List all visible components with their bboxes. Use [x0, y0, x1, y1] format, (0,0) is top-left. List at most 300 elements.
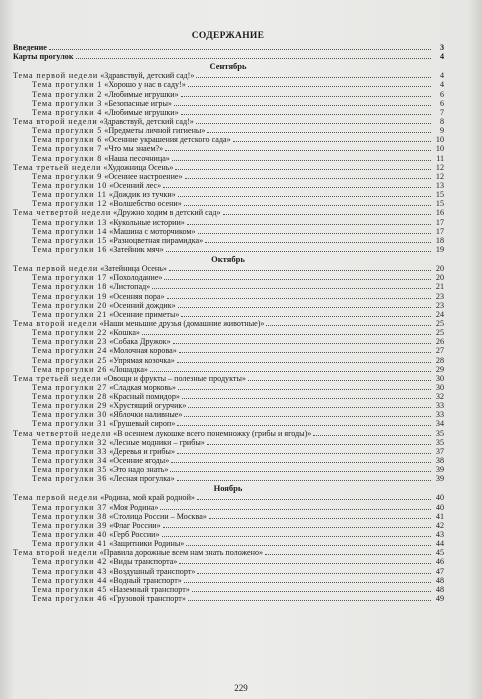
dot-leader: [205, 242, 431, 243]
walk-label: Тема прогулки 14: [32, 226, 108, 236]
dot-leader: [185, 178, 431, 179]
dot-leader: [152, 288, 431, 289]
page-ref: 35: [435, 428, 444, 438]
walk-title: «Разноцветная пирамидка»: [109, 235, 204, 245]
walk-label: Тема прогулки 45: [32, 584, 108, 594]
week-label: Тема третьей недели: [13, 373, 102, 383]
page-ref: 4: [439, 52, 444, 62]
page-ref: 30: [435, 382, 444, 392]
dot-leader: [177, 362, 431, 363]
week-entry-text: [13, 319, 264, 328]
walk-entry-text: [32, 292, 165, 301]
walk-entry-text: [32, 90, 179, 99]
week-entry: [12, 264, 444, 273]
walk-title: «Лесные модники – грибы»: [109, 437, 205, 447]
page-ref: 35: [435, 437, 444, 447]
walk-entry-text: [32, 474, 175, 483]
walk-entry-text: [32, 154, 170, 163]
walk-label: Тема прогулки 12: [32, 199, 108, 209]
week-label: Тема третьей недели: [13, 162, 102, 172]
walk-entry-text: [32, 172, 183, 181]
walk-title: «Осенние ягоды»: [109, 456, 170, 466]
week-entry: [12, 493, 444, 502]
walk-label: Тема прогулки 39: [32, 520, 108, 530]
page-ref: 21: [435, 282, 444, 292]
week-label: Тема четвертой недели: [13, 208, 112, 218]
walk-entry-text: [32, 447, 175, 456]
week-entry: [12, 71, 444, 80]
week-title: «В осеннем лукошке всего понемножку (грибы и ягоды)»: [113, 428, 312, 438]
walk-title: «Осенние приметы»: [109, 309, 180, 319]
walk-label: Тема прогулки 41: [32, 539, 108, 549]
dot-leader: [178, 196, 431, 197]
dot-leader: [165, 150, 431, 151]
walk-entry-text: [32, 245, 164, 254]
page-ref: 39: [435, 465, 444, 475]
week-entry-text: [13, 117, 194, 126]
walk-label: Тема прогулки 31: [32, 419, 108, 429]
walk-entry-text: [32, 181, 161, 190]
walk-entry: [12, 539, 444, 548]
walk-entry: [12, 135, 444, 144]
walk-entry: [12, 567, 444, 576]
walk-label: Тема прогулки 25: [32, 355, 108, 365]
walk-entry: [12, 465, 444, 474]
page-ref: 37: [435, 446, 444, 456]
dot-leader: [188, 600, 431, 601]
dot-leader: [177, 480, 431, 481]
walk-label: Тема прогулки 32: [32, 437, 108, 447]
page-ref: 39: [435, 474, 444, 484]
walk-label: Тема прогулки 18: [32, 282, 108, 292]
walk-label: Тема прогулки 27: [32, 382, 108, 392]
page-ref: 41: [435, 511, 444, 521]
page-ref: 6: [439, 89, 444, 99]
dot-leader: [174, 105, 431, 106]
dot-leader: [207, 444, 431, 445]
week-label: Тема четвертой недели: [13, 428, 112, 438]
week-entry-text: [13, 264, 167, 273]
entry-title: Карты прогулок: [13, 52, 74, 62]
walk-title: «Яблочки наливные»: [109, 410, 183, 420]
walk-entry: [12, 410, 444, 419]
walk-entry: [12, 356, 444, 365]
walk-title: «Деревья и грибы»: [109, 446, 176, 456]
walk-entry: [12, 273, 444, 282]
walk-entry: [12, 154, 444, 163]
dot-leader: [265, 554, 431, 555]
walk-entry: [12, 585, 444, 594]
walk-entry-text: [32, 512, 207, 521]
page-ref: 46: [435, 557, 444, 567]
dot-leader: [178, 307, 431, 308]
dot-leader: [196, 123, 431, 124]
walk-entry-text: [32, 401, 186, 410]
dot-leader: [166, 251, 431, 252]
walk-title: «Любимые игрушки»: [104, 107, 179, 117]
dot-leader: [186, 545, 431, 546]
dot-leader: [163, 187, 431, 188]
walk-title: «Безопасные игры»: [104, 98, 172, 108]
walk-entry-text: [32, 80, 186, 89]
walk-title: «Кукольные истории»: [109, 217, 185, 227]
dot-leader: [248, 380, 431, 381]
walk-entry: [12, 512, 444, 521]
page-ref: 12: [435, 171, 444, 181]
entry-title: Введение: [13, 43, 47, 52]
page-ref: 15: [435, 199, 444, 209]
walk-label: Тема прогулки 34: [32, 456, 108, 466]
walk-label: Тема прогулки 11: [32, 190, 107, 200]
walk-entry-text: [32, 456, 169, 465]
week-label: Тема первой недели: [13, 493, 99, 503]
week-entry: [12, 117, 444, 126]
walk-title: «Хрустящий огурчик»: [109, 401, 187, 411]
week-title: «Родина, мой край родной»: [100, 493, 195, 503]
month-heading: Сентябрь: [209, 61, 247, 72]
page-ref: 10: [435, 144, 444, 154]
walk-entry: [12, 292, 444, 301]
walk-entry: [12, 383, 444, 392]
walk-title: «Листопад»: [109, 282, 151, 292]
dot-leader: [196, 77, 431, 78]
walk-title: «Дождик из тучки»: [108, 190, 176, 200]
walk-label: Тема прогулки 44: [32, 575, 108, 585]
dot-leader: [184, 205, 431, 206]
page-ref: 4: [439, 80, 444, 90]
dot-leader: [169, 270, 431, 271]
walk-entry: [12, 126, 444, 135]
page-ref: 23: [435, 291, 444, 301]
walk-title: «Молочная корова»: [109, 346, 177, 356]
walk-entry-text: [32, 227, 196, 236]
dot-leader: [172, 160, 431, 161]
walk-entry-text: [32, 365, 148, 374]
walk-title: «Что мы знаем?»: [104, 144, 164, 154]
page-ref: 27: [435, 346, 444, 356]
walk-entry-text: [32, 199, 182, 208]
walk-title: «Предметы личной гигиены»: [104, 126, 206, 136]
page-ref: 47: [435, 566, 444, 576]
week-entry-text: [13, 71, 194, 80]
intro-entry-text: [13, 52, 74, 61]
walk-label: Тема прогулки 42: [32, 557, 108, 567]
walk-entry-text: [32, 126, 205, 135]
page-ref: 33: [435, 410, 444, 420]
walk-entry-text: [32, 190, 176, 199]
page-ref: 43: [435, 530, 444, 540]
dot-leader: [177, 453, 431, 454]
dot-leader: [184, 582, 431, 583]
walk-entry: [12, 438, 444, 447]
walk-title: «Осенний дождик»: [109, 300, 176, 310]
week-entry: [12, 548, 444, 557]
page-ref: 28: [435, 355, 444, 365]
walk-title: «Собака Дружок»: [109, 337, 171, 347]
walk-entry: [12, 392, 444, 401]
week-title: «Овощи и фрукты – полезные продукты»: [103, 373, 246, 383]
month-heading: Ноябрь: [213, 483, 243, 494]
page-ref: 25: [435, 328, 444, 338]
page-ref: 45: [435, 548, 444, 558]
dot-leader: [184, 416, 431, 417]
page-ref: 30: [435, 373, 444, 383]
page-ref: 16: [435, 208, 444, 218]
dot-leader: [160, 509, 431, 510]
walk-label: Тема прогулки 15: [32, 235, 108, 245]
walk-label: Тема прогулки 37: [32, 502, 108, 512]
walk-label: Тема прогулки 19: [32, 291, 108, 301]
walk-entry-text: [32, 337, 171, 346]
walk-entry: [12, 503, 444, 512]
walk-label: Тема прогулки 30: [32, 410, 108, 420]
walk-title: «Грузовой транспорт»: [109, 594, 186, 604]
week-entry-text: [13, 429, 311, 438]
dot-leader: [181, 114, 431, 115]
walk-title: «Лошадка»: [109, 364, 148, 374]
walk-label: Тема прогулки 21: [32, 309, 108, 319]
dot-leader: [266, 325, 431, 326]
dot-leader: [207, 132, 431, 133]
walk-title: «Водный транспорт»: [109, 575, 182, 585]
week-entry-text: [13, 208, 221, 217]
walk-entry-text: [32, 521, 161, 530]
week-title: «Здравствуй, детский сад!»: [99, 116, 194, 126]
page-ref: 17: [435, 226, 444, 236]
walk-entry-text: [32, 108, 179, 117]
walk-entry: [12, 144, 444, 153]
walk-title: «Защитники Родины»: [109, 539, 185, 549]
walk-entry-text: [32, 465, 168, 474]
week-title: «Дружно ходим в детский сад»: [113, 208, 221, 218]
walk-title: «Хорошо у нас в саду!»: [104, 80, 186, 90]
walk-label: Тема прогулки 38: [32, 511, 108, 521]
walk-entry: [12, 456, 444, 465]
walk-label: Тема прогулки 13: [32, 217, 108, 227]
walk-entry: [12, 90, 444, 99]
walk-title: «Лесная прогулка»: [109, 474, 175, 484]
dot-leader: [182, 398, 431, 399]
walk-title: «Наша песочница»: [104, 153, 170, 163]
walk-entry-text: [32, 99, 172, 108]
walk-entry-text: [32, 410, 182, 419]
page-ref: 19: [435, 244, 444, 254]
walk-title: «Кошка»: [109, 328, 140, 338]
walk-label: Тема прогулки 36: [32, 474, 108, 484]
page-ref: 40: [435, 502, 444, 512]
walk-title: «Это надо знать»: [109, 465, 169, 475]
week-entry: [12, 429, 444, 438]
walk-title: «Герб России»: [109, 530, 160, 540]
page-ref: 4: [439, 71, 444, 81]
intro-entry: [12, 52, 444, 61]
page-ref: 33: [435, 401, 444, 411]
walk-title: «Столица России – Москва»: [109, 511, 207, 521]
walk-entry: [12, 365, 444, 374]
walk-entry: [12, 557, 444, 566]
walk-label: Тема прогулки 6: [32, 135, 103, 145]
walk-label: Тема прогулки 9: [32, 171, 103, 181]
walk-entry-text: [32, 135, 231, 144]
walk-title: «Затейник мяч»: [109, 244, 164, 254]
dot-leader: [209, 518, 431, 519]
walk-entry-text: [32, 392, 180, 401]
dot-leader: [173, 343, 431, 344]
walk-entry-text: [32, 585, 190, 594]
walk-label: Тема прогулки 5: [32, 126, 103, 136]
week-label: Тема первой недели: [13, 264, 99, 274]
walk-entry: [12, 576, 444, 585]
dot-leader: [167, 298, 431, 299]
dot-leader: [181, 96, 431, 97]
walk-label: Тема прогулки 7: [32, 144, 103, 154]
walk-entry: [12, 337, 444, 346]
walk-entry-text: [32, 438, 205, 447]
dot-leader: [192, 591, 431, 592]
page-ref: 48: [435, 575, 444, 585]
week-title: «Правила дорожные всем нам знать положено»: [99, 548, 264, 558]
page-ref: 42: [435, 520, 444, 530]
walk-entry-text: [32, 301, 176, 310]
walk-label: Тема прогулки 26: [32, 364, 108, 374]
week-title: «Затейница Осень»: [100, 264, 167, 274]
page-ref: 26: [435, 337, 444, 347]
walk-entry-text: [32, 328, 140, 337]
page-ref: 18: [435, 235, 444, 245]
month-heading: Октябрь: [211, 254, 245, 265]
walk-title: «Осенняя пора»: [109, 291, 165, 301]
week-title: «Здравствуй, детский сад!»: [100, 71, 195, 81]
dot-leader: [178, 389, 431, 390]
walk-entry-text: [32, 503, 158, 512]
walk-entry: [12, 594, 444, 603]
walk-entry: [12, 199, 444, 208]
walk-entry-text: [32, 144, 163, 153]
walk-label: Тема прогулки 8: [32, 153, 103, 163]
dot-leader: [164, 279, 431, 280]
walk-entry-text: [32, 557, 177, 566]
page-ref: 48: [435, 584, 444, 594]
walk-entry: [12, 282, 444, 291]
dot-leader: [187, 224, 431, 225]
page-ref: 12: [435, 162, 444, 172]
week-entry: [12, 374, 444, 383]
walk-entry: [12, 108, 444, 117]
page-ref: 23: [435, 300, 444, 310]
walk-entry: [12, 328, 444, 337]
week-entry: [12, 163, 444, 172]
walk-title: «Грушевый сироп»: [109, 419, 176, 429]
week-entry-text: [13, 493, 195, 502]
page-ref: 6: [439, 98, 444, 108]
page-ref: 13: [435, 180, 444, 190]
intro-entry: [12, 43, 444, 52]
dot-leader: [179, 352, 431, 353]
walk-entry: [12, 218, 444, 227]
page-ref: 25: [435, 318, 444, 328]
walk-label: Тема прогулки 1: [32, 80, 103, 90]
week-title: «Художница Осень»: [103, 162, 174, 172]
page-ref: 20: [435, 273, 444, 283]
week-title: «Наши меньшие друзья (домашние животные)»: [99, 318, 265, 328]
walk-title: «Любимые игрушки»: [104, 89, 179, 99]
walk-title: «Моя Родина»: [109, 502, 159, 512]
page-ref: 9: [439, 126, 444, 136]
dot-leader: [142, 334, 431, 335]
page-ref: 49: [435, 594, 444, 604]
dot-leader: [170, 471, 431, 472]
walk-title: «Красный помидор»: [109, 392, 180, 402]
dot-leader: [188, 407, 431, 408]
page-ref: 8: [439, 116, 444, 126]
walk-label: Тема прогулки 28: [32, 392, 108, 402]
page-ref: 7: [439, 107, 444, 117]
walk-label: Тема прогулки 22: [32, 328, 108, 338]
walk-title: «Осенние украшения детского сада»: [104, 135, 231, 145]
page-title: СОДЕРЖАНИЕ: [191, 31, 265, 41]
week-label: Тема второй недели: [13, 116, 98, 126]
walk-entry: [12, 80, 444, 89]
walk-title: «Сладкая морковь»: [109, 382, 176, 392]
walk-entry-text: [32, 218, 185, 227]
walk-label: Тема прогулки 20: [32, 300, 108, 310]
page-ref: 17: [435, 217, 444, 227]
walk-entry-text: [32, 273, 162, 282]
dot-leader: [233, 141, 431, 142]
walk-entry-text: [32, 346, 177, 355]
walk-entry: [12, 401, 444, 410]
walk-title: «Осенний лес»: [109, 180, 162, 190]
walk-label: Тема прогулки 40: [32, 530, 108, 540]
dot-leader: [177, 425, 431, 426]
walk-entry-text: [32, 383, 176, 392]
walk-title: «Упрямая козочка»: [109, 355, 175, 365]
week-label: Тема первой недели: [13, 71, 99, 81]
week-entry: [12, 319, 444, 328]
intro-entry-text: [13, 43, 47, 52]
walk-label: Тема прогулки 46: [32, 594, 108, 604]
page-ref: 32: [435, 392, 444, 402]
walk-title: «Осеннее настроение»: [104, 171, 183, 181]
dot-leader: [179, 563, 431, 564]
walk-entry: [12, 227, 444, 236]
dot-leader: [198, 233, 431, 234]
walk-entry: [12, 474, 444, 483]
walk-entry: [12, 172, 444, 181]
walk-title: «Виды транспорта»: [109, 557, 178, 567]
page-ref: 40: [435, 493, 444, 503]
walk-label: Тема прогулки 10: [32, 180, 108, 190]
page-ref: 34: [435, 419, 444, 429]
walk-title: «Волшебство осени»: [109, 199, 182, 209]
walk-label: Тема прогулки 23: [32, 337, 108, 347]
walk-entry: [12, 245, 444, 254]
walk-entry-text: [32, 236, 203, 245]
walk-entry-text: [32, 419, 175, 428]
walk-label: Тема прогулки 24: [32, 346, 108, 356]
page-number: 229: [234, 683, 248, 693]
week-entry-text: [13, 548, 263, 557]
dot-leader: [181, 316, 431, 317]
walk-label: Тема прогулки 3: [32, 98, 103, 108]
dot-leader: [163, 527, 431, 528]
page-ref: 15: [435, 190, 444, 200]
walk-label: Тема прогулки 17: [32, 273, 108, 283]
page-ref: 38: [435, 456, 444, 466]
week-label: Тема второй недели: [13, 318, 98, 328]
walk-entry-text: [32, 539, 184, 548]
dot-leader: [188, 86, 431, 87]
